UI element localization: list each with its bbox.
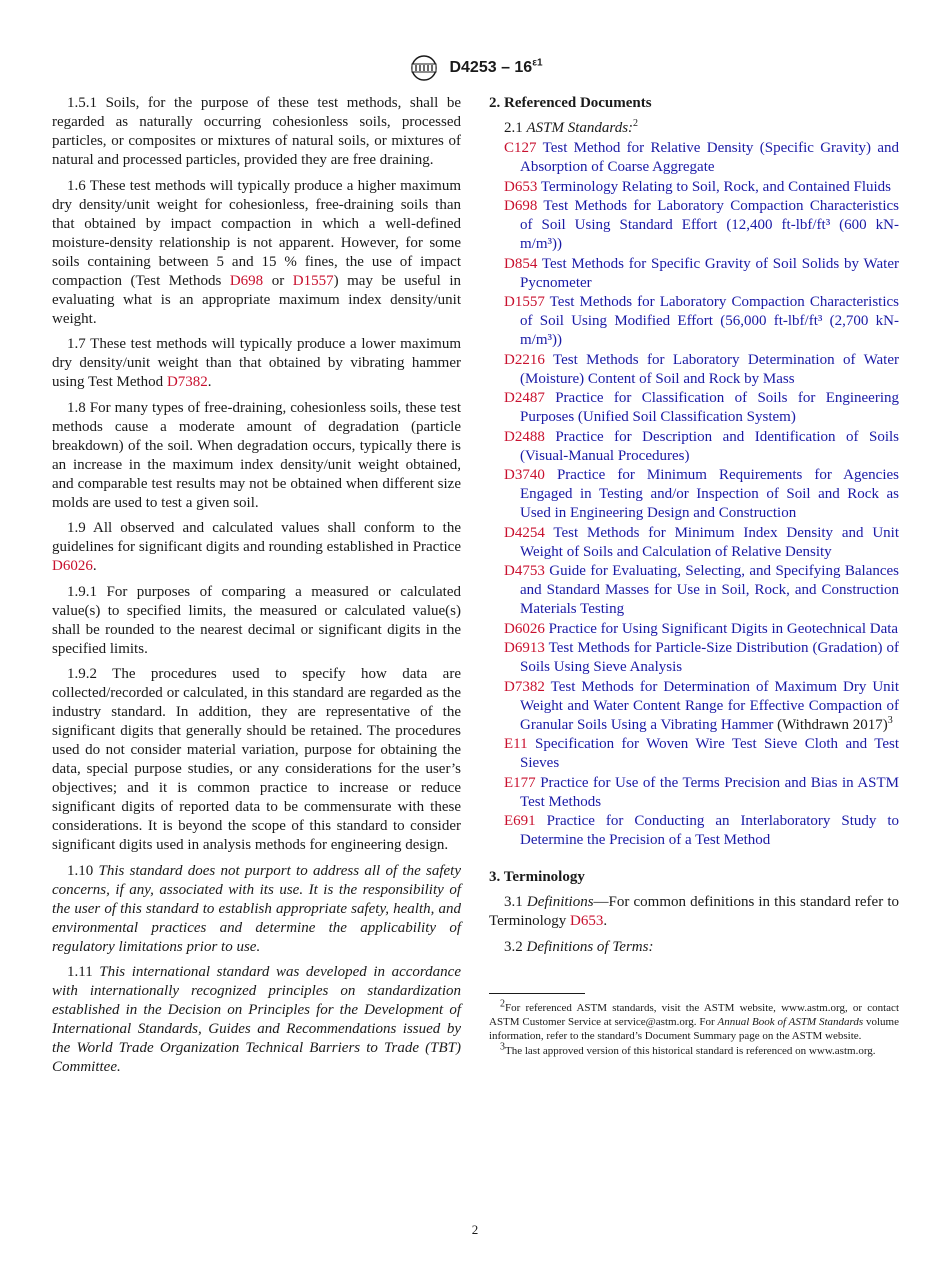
astm-logo-icon: [407, 55, 441, 81]
ref-code[interactable]: D698: [504, 198, 538, 214]
footnote-2: $^2$For referenced ASTM standards, visit the ASTM website, www.astm.org, or contact ASTM Customer Service at service@astm.org. For Annual Book of ASTM Standards volume information, refer to the standard’s Document Summary page on the ASTM website.: [489, 997, 899, 1042]
ref-item: [489, 197, 899, 254]
section-2-heading: 2. Referenced Documents: [489, 95, 652, 111]
ref-item: [489, 812, 899, 850]
ref-title[interactable]: Guide for Evaluating, Selecting, and Specifying Balances and Standard Masses for Use in Soil, Rock, and Construction Materials Testing: [520, 563, 900, 617]
ref-code[interactable]: D6913: [504, 640, 545, 656]
link-d7382[interactable]: D7382: [166, 374, 208, 390]
ref-title[interactable]: Test Methods for Particle-Size Distribution (Gradation) of Soils Using Sieve Analysis: [520, 640, 900, 675]
ref-title[interactable]: Practice for Conducting an Interlaboratory Study to Determine the Precision of a Test Method: [520, 813, 899, 848]
page-number: 2: [471, 1222, 479, 1237]
ref-title[interactable]: Test Methods for Laboratory Compaction Characteristics of Soil Using Standard Effort (12,400 ft-lbf/ft³ (600 kN-m/m³)): [520, 198, 899, 252]
ref-item: [489, 524, 899, 562]
withdrawn-note: (Withdrawn 2017): [777, 716, 888, 733]
ref-title[interactable]: Test Method for Relative Density (Specific Gravity) and Absorption of Coarse Aggregate: [520, 140, 900, 175]
section-3-heading: 3. Terminology: [489, 869, 585, 885]
ref-title[interactable]: Practice for Classification of Soils for Engineering Purposes (Unified Soil Classification System): [520, 390, 900, 425]
ref-title[interactable]: Test Methods for Specific Gravity of Soil Solids by Water Pycnometer: [520, 255, 899, 291]
ref-item: [489, 639, 899, 677]
ref-code[interactable]: D653: [504, 178, 538, 195]
ref-title[interactable]: Test Methods for Laboratory Compaction Characteristics of Soil Using Modified Effort (56,000 ft-lbf/ft³ (2,700 kN-m/m³)): [520, 294, 899, 348]
page-header: [0, 55, 950, 81]
link-d1557[interactable]: D1557: [292, 272, 334, 289]
ref-code[interactable]: D7382: [504, 678, 545, 695]
ref-code[interactable]: D4254: [504, 524, 545, 541]
ref-item: [489, 351, 899, 389]
para-1-9: 1.9 All observed and calculated values shall conform to the guidelines for significant digits and rounding established in Practice D6026.: [52, 520, 461, 574]
ref-item: [489, 139, 899, 177]
ref-code[interactable]: D3740: [504, 467, 545, 483]
para-3-1: 3.1 Definitions—For common definitions in this standard refer to Terminology D653.: [489, 894, 899, 929]
footnote-rule: [489, 993, 585, 994]
ref-title[interactable]: Practice for Minimum Requirements for Agencies Engaged in Testing and/or Inspection of Soil and Rock as Used in Engineering Design and Construction: [520, 467, 899, 521]
ref-code[interactable]: D854: [504, 255, 538, 272]
edition-superscript: ε1: [532, 57, 543, 69]
ref-title[interactable]: Terminology Relating to Soil, Rock, and Contained Fluids: [540, 178, 892, 195]
right-column: [489, 94, 899, 1059]
para-1-9-1: 1.9.1 For purposes of comparing a measured or calculated value(s) to specified limits, the measured or calculated value(s) shall be rounded to the nearest decimal or significant digits in the specified limits.: [52, 583, 461, 657]
para-1-6: 1.6 These test methods will typically produce a higher maximum dry density/unit weight for cohesionless, free-draining soils than that obtained by impact compaction in which a well-defined moisture-density relationship is not apparent. However, for some soils containing between 5 and 15 % fines, the use of impact compaction (Test Methods D698 or D1557) may be useful in evaluating what is an appropriate maximum index density/unit weight.: [52, 177, 462, 327]
link-d653[interactable]: D653: [570, 913, 604, 929]
ref-code[interactable]: E11: [504, 736, 528, 752]
ref-title[interactable]: Test Methods for Determination of Maximum Dry Unit Weight and Water Content Range for Effective Compaction of Granular Soils Using a Vibrating Hammer: [520, 678, 899, 733]
ref-title[interactable]: Test Methods for Laboratory Determination of Water (Moisture) Content of Soil and Rock by Mass: [520, 351, 899, 387]
ref-code[interactable]: D1557: [504, 294, 545, 310]
footnote-3: $^3$The last approved version of this historical standard is referenced on www.astm.org.: [500, 1040, 876, 1057]
para-3-2: 3.2 Definitions of Terms:: [504, 938, 654, 955]
ref-item: D7382 Test Methods for Determination of Maximum Dry Unit Weight and Water Content Range for Effective Compaction of Granular Soils Using a Vibrating Hammer (Withdrawn 2017)$^3$: [504, 678, 899, 733]
ref-item: [489, 562, 899, 619]
ref-title[interactable]: Practice for Using Significant Digits in Geotechnical Data: [548, 620, 899, 637]
left-column: [52, 94, 461, 1084]
ref-item: [489, 620, 899, 639]
ref-item: [489, 178, 899, 197]
ref-code[interactable]: D2216: [504, 351, 545, 368]
ref-item: [489, 389, 899, 427]
para-1-7: 1.7 These test methods will typically produce a lower maximum dry density/unit weight than that obtained by vibrating hammer using Test Method D7382.: [52, 336, 461, 390]
para-1-9-2: 1.9.2 The procedures used to specify how data are collected/recorded or calculated, in this standard are regarded as the industry standard. In addition, they are representative of the significant digits that generally should be retained. The procedures used do not consider material variation, purpose for obtaining the data, special purpose studies, or any considerations for the user’s objectives; and it is common practice to increase or reduce significant digits of reported data to be commensurate with these considerations. It is beyond the scope of this standard to consider significant digits used in analysis methods for engineering design.: [52, 666, 461, 853]
astm-standards-heading: 2.1 ASTM Standards:$^2$: [504, 118, 639, 136]
link-d6026[interactable]: D6026: [52, 558, 93, 574]
para-1-8: 1.8 For many types of free-draining, cohesionless soils, these test methods cause a moderate amount of degradation (particle breakdown) of the soil. When degradation occurs, typically there is an increase in the maximum index density/unit weight obtained, and comparable test results may not be obtained when different size molds are used to test a given soil.: [52, 399, 461, 511]
ref-code[interactable]: D2488: [504, 428, 545, 445]
ref-item: [489, 428, 899, 466]
para-1-5-1: 1.5.1 Soils, for the purpose of these test methods, shall be regarded as naturally occurring cohesionless soils, processed particles, or composites or mixtures of natural soils, or mixtures of natural and processed particles, provided they are free draining.: [52, 95, 461, 168]
ref-code[interactable]: D2487: [504, 390, 545, 406]
ref-item: [489, 774, 899, 812]
ref-title[interactable]: Practice for Use of the Terms Precision and Bias in ASTM Test Methods: [520, 774, 900, 810]
ref-item: [489, 255, 899, 293]
link-d698[interactable]: D698: [229, 272, 264, 289]
ref-title[interactable]: Practice for Description and Identification of Soils (Visual-Manual Procedures): [520, 428, 900, 464]
ref-item: [489, 293, 899, 350]
ref-code[interactable]: E691: [504, 813, 536, 829]
para-1-10: 1.10 This standard does not purport to address all of the safety concerns, if any, associated with its use. It is the responsibility of the user of this standard to establish appropriate safety, health, and environmental practices and determine the applicability of regulatory limitations prior to use.: [52, 862, 462, 955]
ref-code[interactable]: C127: [504, 140, 537, 156]
document-designation: $D4253 - 16^{\varepsilon 1}$: [449, 57, 543, 76]
ref-title[interactable]: Specification for Woven Wire Test Sieve Cloth and Test Sieves: [520, 736, 899, 771]
ref-item: [489, 735, 899, 773]
ref-code[interactable]: D6026: [504, 620, 545, 637]
ref-title[interactable]: Test Methods for Minimum Index Density and Unit Weight of Soils and Calculation of Relative Density: [520, 524, 899, 560]
ref-item: [489, 466, 899, 523]
ref-code[interactable]: E177: [504, 774, 536, 791]
para-1-11: 1.11 This international standard was developed in accordance with internationally recognized principles on standardization established in the Decision on Principles for the Development of International Standards, Guides and Recommendations issued by the World Trade Organization Technical Barriers to Trade (TBT) Committee.: [52, 964, 461, 1075]
reference-list: [489, 139, 899, 850]
ref-code[interactable]: D4753: [504, 563, 545, 579]
